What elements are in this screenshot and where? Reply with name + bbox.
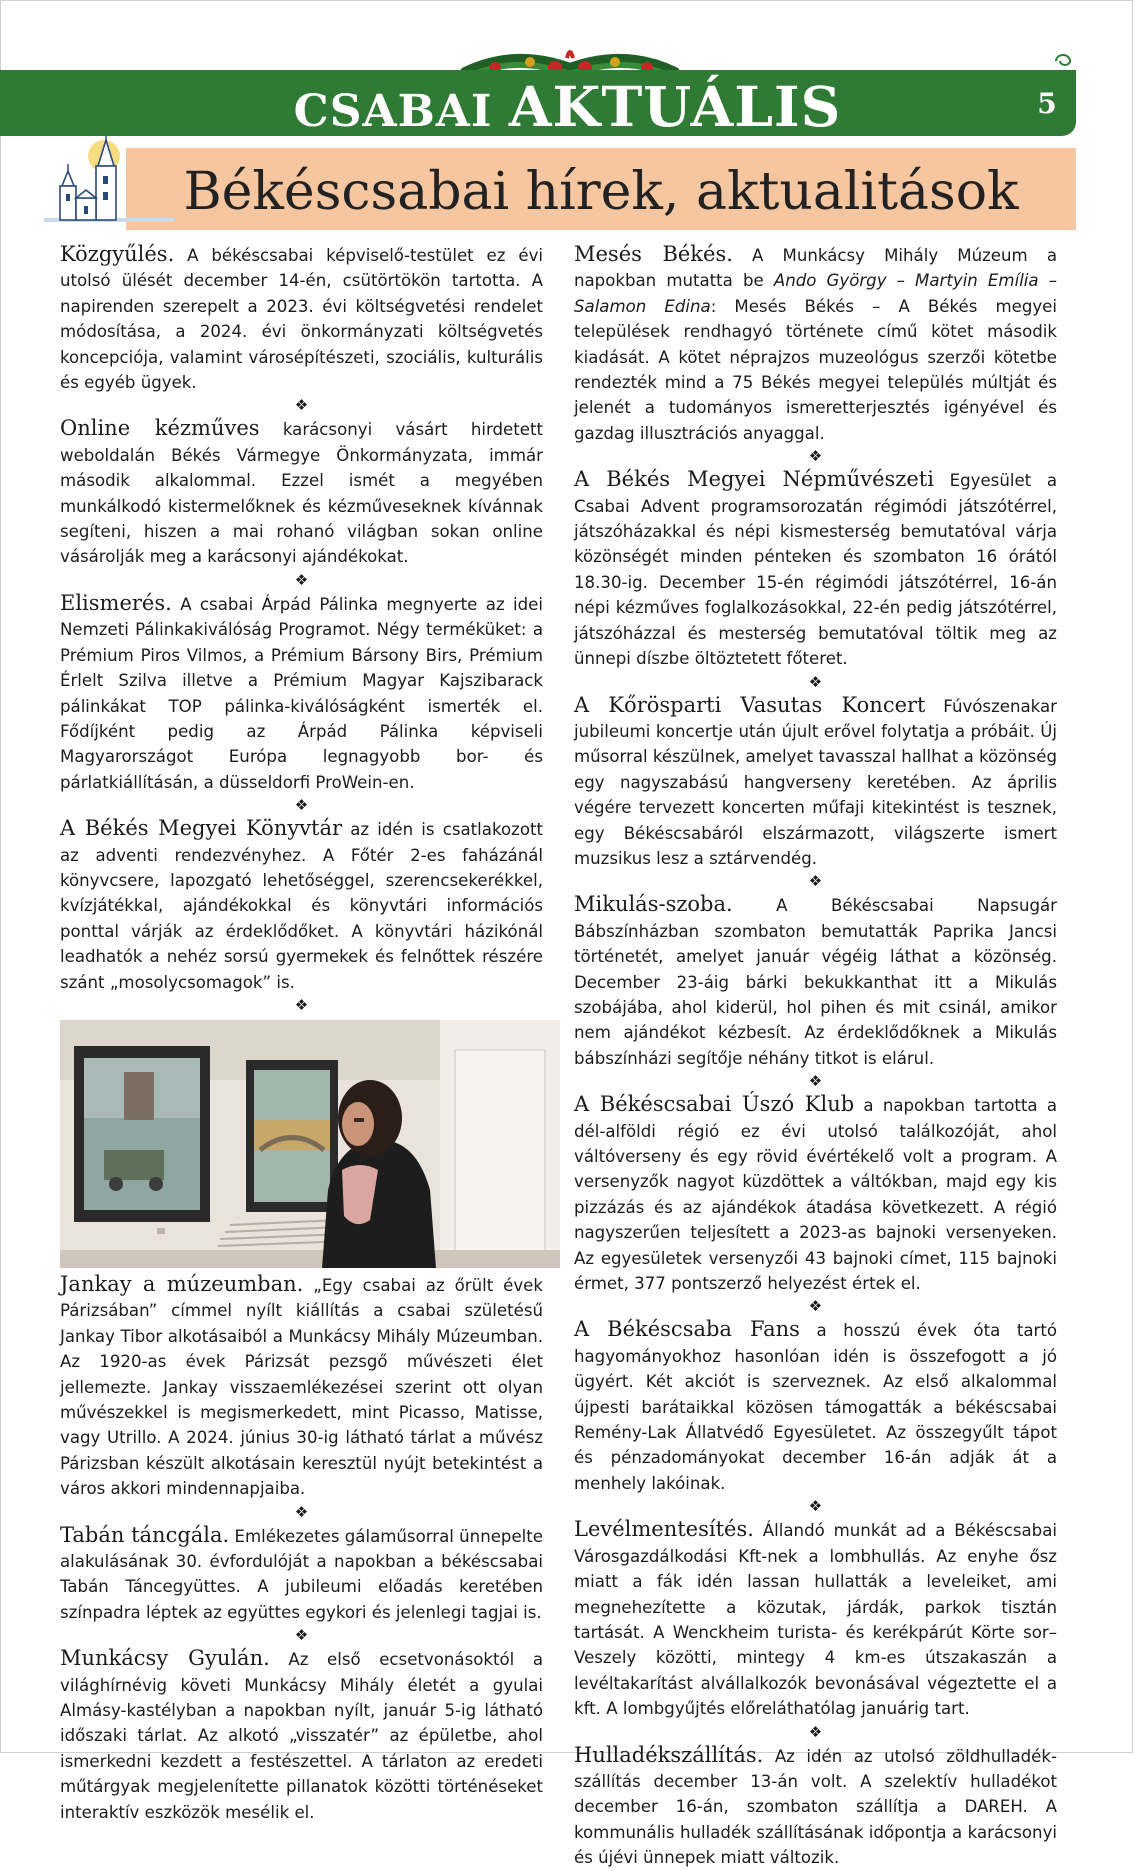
divider-icon: ❖: [808, 1722, 823, 1741]
masthead-part2: AKTUÁLIS: [508, 74, 842, 139]
article-body: karácsonyi vásárt hirdetett weboldalán Békés Vármegye Önkormányzata, immár második alkalommal. Ezzel ismét a megyében munkálkodó kistermelőknek és kézműveseknek kívánnak segíteni, hiszen a mai rohanó világban sokan online vásárolják meg a karácsonyi ajándékokat.: [60, 420, 543, 567]
article-lead: A Békés Megyei Népművészeti: [574, 467, 934, 492]
article: [60, 1272, 543, 1502]
article-lead: Elismerés.: [60, 590, 172, 615]
article-authors: Ando György – Martyin Emília – Salamon Edina: [574, 271, 1057, 316]
church-skyline-icon: [44, 136, 174, 236]
divider-icon: ❖: [294, 796, 309, 815]
article: [574, 892, 1057, 1071]
page-number: 5: [1037, 87, 1057, 120]
article: [574, 1517, 1057, 1721]
article-lead: A Kőrösparti Vasutas Koncert: [574, 692, 926, 717]
swirl-logo-icon: [1052, 53, 1074, 69]
article-body: „Egy csabai az őrült évek Párizsában” címmel nyílt kiállítás a csabai születésű Jankay Tibor alkotásaiból a Munkácsy Mihály Múzeumban. Az 1920-as évek Párizsát pezsgő művészeti élet jellemezte. Jankay visszaemlékezései szerint ott olyan művészekkel is megismerkedett, mint Picasso, Matisse, vagy Utrillo. A 2024. június 30-ig látható tárlat a művész Párizsban készült alkotásain keresztül nyújt betekintést a város akkori mindennapjaiba.: [60, 1275, 543, 1499]
article-body: : Mesés Békés – A Békés megyei települések rendhagyó története című kötet második kiadását. A kötet néprajzos muzeológus szerzői kötetbe rendezték mind a 75 Békés megyei település múltját és jelenét a tudományos ismeretterjesztés igényével és gazdag illusztrációs anyaggal.: [574, 296, 1057, 443]
article: [574, 467, 1057, 671]
article-lead: Levélmentesítés.: [574, 1517, 754, 1542]
article-body: a napokban tartotta a dél-alföldi régió ez évi utolsó találkozóját, ahol váltóverseny és egy rövid évértékelő volt a program. A versenyzők nagyot küzdöttek a váltókban, majd egy kis pizzázás és az ajándékok átadása következett. A régió nagyszerűen teljesített a 2023-as bajnoki versenyeken. Az egyesületek versenyzői 43 bajnoki címet, 115 bajnoki érmet, 377 pontszerző helyezést értek el.: [574, 1096, 1057, 1294]
article-lead: Mikulás-szoba.: [574, 892, 733, 917]
divider-icon: ❖: [808, 1072, 823, 1091]
article-lead: Tabán táncgála.: [60, 1522, 230, 1547]
article-lead: A Békéscsaba Fans: [574, 1317, 800, 1342]
article-body: Az első ecsetvonásoktól a világhírnévig követi Munkácsy Mihály életét a gyulai Almásy-kastélyban a napokban nyílt, január 5-ig látható időszaki tárlat. Az alkotó „visszatér” az épületbe, ahol ismerkedni kezdett a festészettel. A tárlaton az eredeti műtárgyak megjelenítette pillanatok közötti történéseket interaktív eszközök mesélik el.: [60, 1650, 543, 1822]
article-body: Fúvószenakar jubileumi koncertje után újult erővel folytatja a próbáit. Új műsorral készülnek, amelyet tavasszal hallhat a közönség egy nagyszabású hangverseny keretében. Az április végére tervezett koncerten műfaji kitekintést is tesznek, egy Békéscsabáról elszármazott, világszerte ismert muzsikus lesz a sztárvendég.: [574, 696, 1057, 868]
article-body-pre: A Munkácsy Mihály Múzeum a napokban mutatta be: [574, 246, 1058, 291]
exhibition-photo: [60, 1020, 560, 1268]
divider-icon: ❖: [808, 1497, 823, 1516]
divider-icon: ❖: [294, 570, 309, 589]
article-lead: Munkácsy Gyulán.: [60, 1646, 270, 1671]
divider-icon: ❖: [808, 447, 823, 466]
divider-icon: ❖: [808, 872, 823, 891]
article: [60, 591, 543, 795]
article: [574, 1317, 1057, 1496]
article-lead: Jankay a múzeumban.: [60, 1271, 304, 1296]
masthead-part1: CSABAI: [293, 86, 509, 137]
article-body: Egyesület a Csabai Advent programsorozatán régimódi játszótérrel, játszóházakkal és népi kismesterség bemutatóval várja közönségét minden pénteken és szombaton 16 órától 18.30-ig. December 15-én régimódi játszótérrel, 16-án népi kézműves foglalkozásokkal, 22-én pedig játszótérrel, játszóházzal és mesterség bemutatóval töltik meg az ünnepi díszbe öltöztetett főteret.: [574, 471, 1057, 669]
article: [60, 1646, 543, 1825]
article: [60, 816, 543, 995]
masthead: [0, 74, 1135, 140]
right-column: [574, 242, 1057, 1871]
article-body: A Békéscsabai Napsugár Bábszínházban szombaton bemutatták Paprika Jancsi történetét, amelyet január végéig láthat a közönség. December 23-áig bárki bekukkanthat itt a Mikulás szobájába, ahol kiderül, hol pihen és mit csinál, amikor nem ajándékot kézbesít. Az érdeklődőknek a Mikulás bábszínházi segítője néhány titkot is elárul.: [574, 896, 1057, 1068]
article-lead: Hulladékszállítás.: [574, 1742, 764, 1767]
article: [60, 242, 543, 395]
article-body: a hosszú évek óta tartó hagyományokhoz hasonlóan idén is összefogott a jó ügyért. Két akciót is szerveznek. Az első alkalommal újpesti barátaikkal közösen támogatták a békéscsabai Remény-Lak Állatvédő Egyesületet. Az összegyűlt tápot és pénzadományokat december 16-án adják át a menhely lakóinak.: [574, 1321, 1057, 1493]
article-lead: Online kézműves: [60, 416, 260, 441]
article: [60, 1523, 543, 1626]
article-body: A békéscsabai képviselő-testület ez évi utolsó ülését december 14-én, csütörtökön tartotta. A napirenden szerepelt a 2023. évi költségvetési rendelet módosítása, a 2024. évi önkormányzati költségvetés koncepciója, valamint városépítészeti, szociális, kulturális és egyéb ügyek.: [60, 246, 543, 393]
museum-visitor-image: [60, 1020, 560, 1268]
divider-icon: ❖: [294, 1626, 309, 1645]
divider-icon: ❖: [294, 396, 309, 415]
article: [574, 693, 1057, 872]
divider-icon: ❖: [808, 1297, 823, 1316]
article: [574, 1743, 1057, 1871]
article-body: az idén is csatlakozott az adventi rendezvényhez. A Főtér 2-es faházánál könyvcsere, lapozgató lehetőséggel, szerencsekerékkel, kvízjátékkal, ajándékokkal és könyvtári információs ponttal várják az érdeklődőket. A könyvtári házikónál leadhatók a nehéz sorsú gyermekek és felnőttek részére szánt „mosolycsomagok” is.: [60, 820, 543, 992]
article: [574, 242, 1057, 446]
article-lead: Közgyűlés.: [60, 242, 175, 266]
divider-icon: ❖: [294, 1502, 309, 1521]
article-lead: A Békéscsabai Úszó Klub: [574, 1092, 855, 1117]
article-lead: A Békés Megyei Könyvtár: [60, 816, 343, 841]
article-lead: Mesés Békés.: [574, 242, 733, 266]
section-title: Békéscsabai hírek, aktualitások: [183, 162, 1019, 222]
article: [574, 1092, 1057, 1296]
article-body: A csabai Árpád Pálinka megnyerte az idei Nemzeti Pálinkakiválóság Programot. Négy terméküket: a Prémium Piros Vilmos, a Prémium Bársony Birs, Prémium Érlelt Szilva illetve a Prémium Magyar Kajszibarack pálinkákat TOP pálinka-kiválóságként ismerték el. Fődíjként pedig az Árpád Pálinka képviseli Magyarországot Európa legnagyobb bor- és párlatkiállításán, a düsseldorfi ProWein-en.: [60, 594, 543, 792]
article-body: Emlékezetes gálaműsorral ünnepelte alakulásának 30. évfordulóját a napokban a békéscsabai Tabán Táncegyüttes. A jubileumi előadás keretében színpadra léptek az együttes egykori és jelenlegi tagjai is.: [60, 1526, 543, 1622]
article-body: Az idén az utolsó zöldhulladék-szállítás december 13-án volt. A szelektív hulladékot december 16-án, szombaton szállítja a DAREH. A kommunális hulladék szállításának időpontja a karácsonyi és újévi ünnepek miatt változik.: [574, 1746, 1057, 1868]
article-body: Állandó munkát ad a Békéscsabai Városgazdálkodási Kft-nek a lombhullás. Az enyhe ősz miatt a fák idén lassan hullatták a leveleiket, ami megnehezítette a közutak, járdák, parkok tisztán tartását. A Wenckheim turista- és kerékpárút Körte sor–Veszely közötti, mintegy 4 km-es útszakaszán a levéltakarítást alvállalkozók bevonásával végeztette el a kft. A lombgyűjtés előreláthatólag januárig tart.: [574, 1521, 1057, 1719]
divider-icon: ❖: [294, 995, 309, 1014]
divider-icon: ❖: [808, 672, 823, 691]
left-column: [60, 242, 543, 1825]
article: [60, 416, 543, 569]
